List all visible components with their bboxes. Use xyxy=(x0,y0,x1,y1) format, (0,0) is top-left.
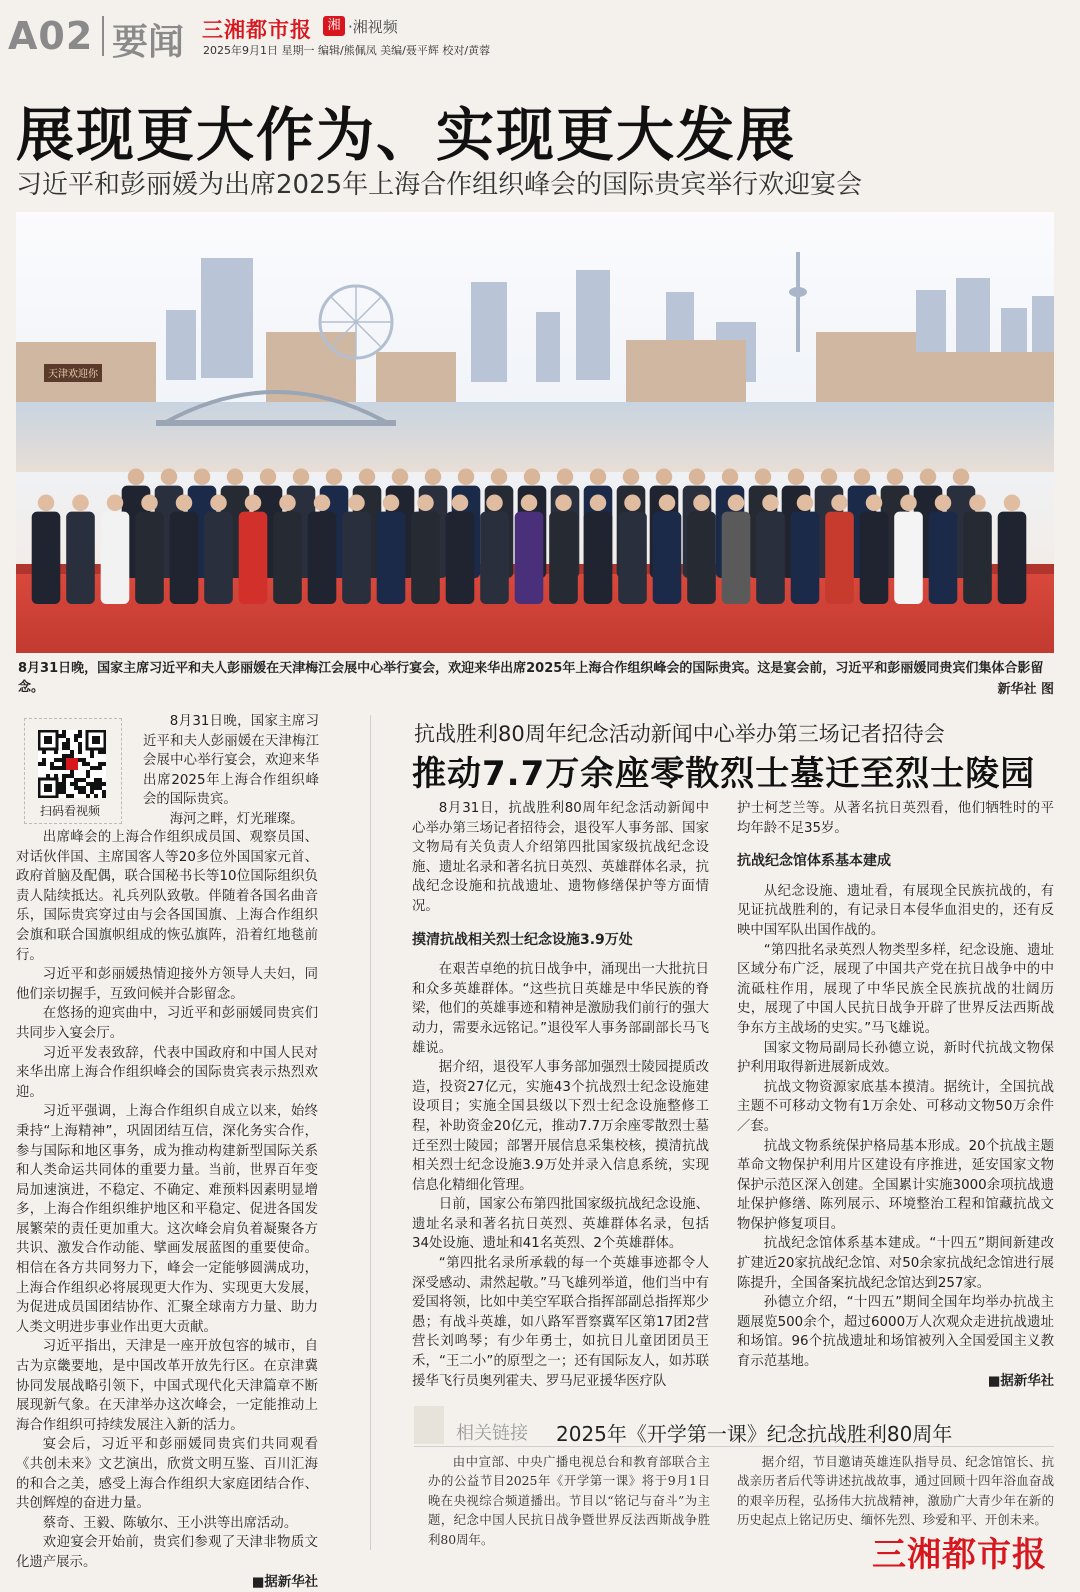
person-head xyxy=(486,495,503,512)
person-figure xyxy=(998,512,1027,604)
person-figure xyxy=(480,512,509,604)
person-head xyxy=(953,469,970,486)
person-head xyxy=(728,495,745,512)
person-head xyxy=(656,469,673,486)
article-source: ■据新华社 xyxy=(251,1574,318,1590)
person-head xyxy=(920,469,937,486)
person-figure xyxy=(618,512,647,604)
person-head xyxy=(557,469,574,486)
person-head xyxy=(623,469,640,486)
app-badge-icon: 湘 xyxy=(323,16,345,36)
app-name: ·湘视频 xyxy=(348,18,398,36)
paragraph: 在悠扬的迎宾曲中，习近平和彭丽媛同贵宾们共同步入宴会厅。 xyxy=(16,1006,318,1041)
person-figure xyxy=(584,512,613,604)
person-figure xyxy=(411,512,440,604)
person-head xyxy=(969,495,986,512)
person-head xyxy=(161,469,178,486)
person-figure xyxy=(377,512,406,604)
person-figure xyxy=(963,512,992,604)
person-head xyxy=(141,495,158,512)
person-head xyxy=(245,495,262,512)
related-link-title: 2025年《开学第一课》纪念抗战胜利80周年 xyxy=(556,1422,953,1446)
right-article-column-1 xyxy=(412,799,709,1391)
person-figure xyxy=(135,512,164,604)
paragraph: “第四批名录英烈人物类型多样，纪念设施、遗址区域分布广泛，展现了中国共产党在抗日战争中的中流砥柱作用，展现了中华民族全民族抗战的壮阔历史，展现了中国人民抗日战争开辟了世界反法西斯战争东方主战场的史实。”马飞雄说。 xyxy=(737,942,1054,1036)
paragraph: 欢迎宴会开始前，贵宾们参观了天津非物质文化遗产展示。 xyxy=(16,1535,318,1570)
group-photo xyxy=(16,212,1054,653)
person-head xyxy=(452,495,469,512)
paragraph: 从纪念设施、遗址看，有展现全民族抗战的，有见证抗战胜利的，有记录日本侵华血泪史的，还有反映中国军队出国作战的。 xyxy=(737,883,1054,938)
person-head xyxy=(788,469,805,486)
person-head xyxy=(326,469,343,486)
person-figure xyxy=(722,512,751,604)
person-figure xyxy=(204,512,233,604)
person-figure xyxy=(308,512,337,604)
person-figure xyxy=(170,512,199,604)
person-head xyxy=(693,495,710,512)
qr-code-icon[interactable] xyxy=(38,730,106,798)
photo-caption: 8月31日晚，国家主席习近平和夫人彭丽媛在天津梅江会展中心举行宴会，欢迎来华出席2025年上海合作组织峰会的国际贵宾。这是宴会前，习近平和彭丽媛同贵宾们集体合影留念。 xyxy=(18,661,1044,695)
header-divider xyxy=(102,16,104,56)
paragraph: 国家文物局副局长孙德立说，新时代抗战文物保护利用取得新进展新成效。 xyxy=(737,1040,1054,1076)
person-head xyxy=(900,495,917,512)
person-figure xyxy=(66,512,95,604)
person-figure xyxy=(273,512,302,604)
person-head xyxy=(722,469,739,486)
person-figure xyxy=(687,512,716,604)
related-body-left xyxy=(428,1452,710,1549)
person-figure xyxy=(32,512,61,604)
paragraph: 蔡奇、王毅、陈敏尔、王小洪等出席活动。 xyxy=(42,1515,298,1531)
person-figure xyxy=(101,512,130,604)
person-head xyxy=(821,469,838,486)
person-figure xyxy=(446,512,475,604)
related-body-right xyxy=(737,1452,1054,1530)
person-head xyxy=(935,495,952,512)
photo-banner-text: 天津欢迎你 xyxy=(48,369,98,380)
paragraph: 8月31日晚，国家主席习近平和夫人彭丽媛在天津梅江会展中心举行宴会，欢迎来华出席2025年上海合作组织峰会的国际贵宾。 xyxy=(143,714,319,808)
newspaper-logo: 三湘都市报 xyxy=(202,18,312,42)
person-head xyxy=(227,469,244,486)
person-head xyxy=(107,495,124,512)
paragraph: 抗战文物资源家底基本摸清。据统计，全国抗战主题不可移动文物有1万余处、可移动文物50万余件／套。 xyxy=(737,1079,1054,1134)
person-head xyxy=(417,495,434,512)
photo-credit: 新华社 图 xyxy=(997,682,1054,697)
person-figure xyxy=(515,512,544,604)
paragraph: 在艰苦卓绝的抗日战争中，涌现出一大批抗日和众多英雄群体。“这些抗日英雄是中华民族的脊梁，他们的英雄事迹和精神是激励我们前行的强大动力，需要永远铭记。”退役军人事务部副部长马飞雄说。 xyxy=(412,962,709,1056)
person-head xyxy=(887,469,904,486)
article-kicker: 抗战胜利80周年纪念活动新闻中心举办第三场记者招待会 xyxy=(414,722,945,746)
person-head xyxy=(38,495,55,512)
paragraph: 由中宣部、中央广播电视总台和教育部联合主办的公益节目2025年《开学第一课》将于9月1日晚在央视综合频道播出。节目以“铭记与奋斗”为主题，纪念中国人民抗日战争暨世界反法西斯战争胜利80周年。 xyxy=(428,1454,710,1547)
paragraph: 宴会后，习近平和彭丽媛同贵宾们共同观看《共创未来》文艺演出，欣赏文明互鉴、百川汇海的和合之美，感受上海合作组织大家庭团结合作、共创辉煌的奋进力量。 xyxy=(16,1437,318,1512)
person-figure xyxy=(894,512,923,604)
person-head xyxy=(425,469,442,486)
related-link-tag: 相关链接 xyxy=(456,1423,528,1444)
person-head xyxy=(314,495,331,512)
person-head xyxy=(797,495,814,512)
person-figure xyxy=(929,512,958,604)
article-source: ■据新华社 xyxy=(987,1373,1054,1389)
header-meta: 2025年9月1日 星期一 编辑/熊佩凤 美编/聂平辉 校对/黄蓉 xyxy=(203,44,491,57)
person-figure xyxy=(825,512,854,604)
person-head xyxy=(590,469,607,486)
paragraph: 抗战文物系统保护格局基本形成。20个抗战主题革命文物保护利用片区建设有序推进，延安国家文物保护示范区深入创建。全国累计实施3000余项抗战遗址保护修缮、陈列展示、环境整治工程和馆藏抗战文物保护修复项目。 xyxy=(737,1138,1054,1232)
column-divider xyxy=(370,715,371,1550)
paragraph: 习近平强调，上海合作组织自成立以来，始终秉持“上海精神”，巩固团结互信，深化务实合作，参与国际和地区事务，成为推动构建新型国际关系和人类命运共同体的重要力量。当前，世界百年变局加速演进，不稳定、不确定、难预料因素明显增多，上海合作组织维护地区和平稳定、促进各国发展繁荣的责任更加重大。这次峰会肩负着凝聚各方共识、激发合作动能、擘画发展蓝图的重要使命。相信在各方共同努力下，峰会一定能够圆满成功，上海合作组织必将展现更大作为、实现更大发展，为促进成员国团结协作、汇聚全球南方力量、助力人类文明进步事业作出更大贡献。 xyxy=(16,1104,318,1335)
person-head xyxy=(72,495,89,512)
person-head xyxy=(521,495,538,512)
person-head xyxy=(659,495,676,512)
person-head xyxy=(293,469,310,486)
paragraph: 护士柯芝兰等。从著名抗日英烈看，他们牺牲时的平均年龄不足35岁。 xyxy=(737,801,1054,836)
person-head xyxy=(348,495,365,512)
subheading: 摸清抗战相关烈士纪念设施3.9万处 xyxy=(412,931,633,948)
person-figure xyxy=(653,512,682,604)
person-figure xyxy=(756,512,785,604)
person-head xyxy=(176,495,193,512)
qr-label: 扫码看视频 xyxy=(40,804,101,818)
paragraph: 据介绍，退役军人事务部加强烈士陵园提质改造，投资27亿元，实施43个抗战烈士纪念设施建设项目；实施全国县级以下烈士纪念设施整修工程，补助资金20亿元，推动7.7万余座零散烈士墓迁至烈士陵园；部署开展信息采集校核，摸清抗战相关烈士纪念设施3.9万处并录入信息系统，实现信息化精细化管理。 xyxy=(412,1060,709,1193)
subheading: 抗战纪念馆体系基本建成 xyxy=(737,853,891,870)
person-head xyxy=(555,495,572,512)
page-number: A02 xyxy=(8,14,94,58)
person-head xyxy=(590,495,607,512)
person-head xyxy=(866,495,883,512)
person-head xyxy=(755,469,772,486)
paragraph: 海河之畔，灯光璀璨。 xyxy=(169,811,304,827)
paragraph: 日前，国家公布第四批国家级抗战纪念设施、遗址名录和著名抗日英烈、英雄群体名录，包括34处设施、遗址和41名英烈、2个英雄群体。 xyxy=(412,1197,709,1252)
paragraph: 出席峰会的上海合作组织成员国、观察员国、对话伙伴国、主席国客人等20多位外国国家元首、政府首脑及配偶，联合国秘书长等10位国际组织负责人陆续抵达。礼兵列队致敬。伴随着各国名曲音乐，国际贵宾穿过由与会各国国旗、上海合作组织会旗和联合国旗帜组成的恢弘旗阵，沿着红地毯前行。 xyxy=(16,830,318,963)
right-article-column-2 xyxy=(737,799,1054,1391)
person-head xyxy=(1004,495,1021,512)
paragraph: “第四批名录所承载的每一个英雄事迹都令人深受感动、肃然起敬。”马飞雄列举道，他们当中有爱国将领，比如中美空军联合指挥部副总指挥郑少愚；有战斗英雄，如八路军晋察冀军区第17团2营营长刘鸣琴；有少年勇士，如抗日儿童团团员王禾，“王二小”的原型之一；还有国际友人，如苏联援华飞行员奥列霍夫、罗马尼亚援华医疗队 xyxy=(412,1256,709,1389)
person-head xyxy=(210,495,227,512)
person-head xyxy=(491,469,508,486)
person-figure xyxy=(239,512,268,604)
person-head xyxy=(359,469,376,486)
paragraph: 习近平指出，天津是一座开放包容的城市，自古为京畿要地，是中国改革开放先行区。在京津冀协同发展战略引领下，中国式现代化天津篇章不断展现新气象。在天津举办这次峰会，一定能推动上海合作组织可持续发展注入新的活力。 xyxy=(16,1339,318,1433)
paragraph: 习近平和彭丽媛热情迎接外方领导人夫妇，同他们亲切握手，互致问候并合影留念。 xyxy=(16,967,318,1002)
person-head xyxy=(831,495,848,512)
person-head xyxy=(762,495,779,512)
person-head xyxy=(260,469,277,486)
paragraph: 孙德立介绍，“十四五”期间全国年均举办抗战主题展览500余个，超过6000万人次观众走进抗战遗址和场馆。96个抗战遗址和场馆被列入全国爱国主义教育示范基地。 xyxy=(737,1295,1054,1370)
person-figure xyxy=(342,512,371,604)
person-head xyxy=(128,469,145,486)
person-head xyxy=(624,495,641,512)
person-figure xyxy=(791,512,820,604)
person-head xyxy=(392,469,409,486)
paragraph: 8月31日，抗战胜利80周年纪念活动新闻中心举办第三场记者招待会，退役军人事务部、国家文物局有关负责人介绍第四批国家级抗战纪念设施、遗址名录和著名抗日英烈、英雄群体名录，抗战纪念设施和抗战遗址、遗物修缮保护等方面情况。 xyxy=(412,801,709,914)
article-title: 推动7.7万余座零散烈士墓迁至烈士陵园 xyxy=(412,754,1036,794)
person-head xyxy=(854,469,871,486)
related-link-icon xyxy=(414,1406,444,1444)
main-headline: 展现更大作为、实现更大发展 xyxy=(16,101,797,169)
left-article-lead xyxy=(143,712,319,830)
main-subheadline: 习近平和彭丽媛为出席2025年上海合作组织峰会的国际贵宾举行欢迎宴会 xyxy=(16,170,863,200)
person-head xyxy=(279,495,296,512)
person-figure xyxy=(549,512,578,604)
person-head xyxy=(524,469,541,486)
related-divider xyxy=(414,1446,1054,1447)
person-head xyxy=(194,469,211,486)
person-head xyxy=(383,495,400,512)
paragraph: 习近平发表致辞，代表中国政府和中国人民对来华出席上海合作组织峰会的国际贵宾表示热烈欢迎。 xyxy=(16,1045,318,1100)
person-figure xyxy=(860,512,889,604)
paragraph: 据介绍，节目邀请英雄连队指导员、纪念馆馆长、抗战亲历者后代等讲述抗战故事，通过回顾十四年浴血奋战的艰辛历程，弘扬伟大抗战精神，激励广大青少年在新的历史起点上铭记历史、缅怀先烈、珍爱和平、开创未来。 xyxy=(737,1454,1054,1528)
paragraph: 抗战纪念馆体系基本建成。“十四五”期间新建改扩建近20家抗战纪念馆、对50余家抗战纪念馆进行展陈提升，全国备案抗战纪念馆达到257家。 xyxy=(737,1236,1054,1291)
section-name: 要闻 xyxy=(112,22,185,63)
footer-logo: 三湘都市报 xyxy=(872,1535,1047,1575)
left-article-body xyxy=(16,828,318,1592)
person-head xyxy=(458,469,475,486)
person-head xyxy=(689,469,706,486)
